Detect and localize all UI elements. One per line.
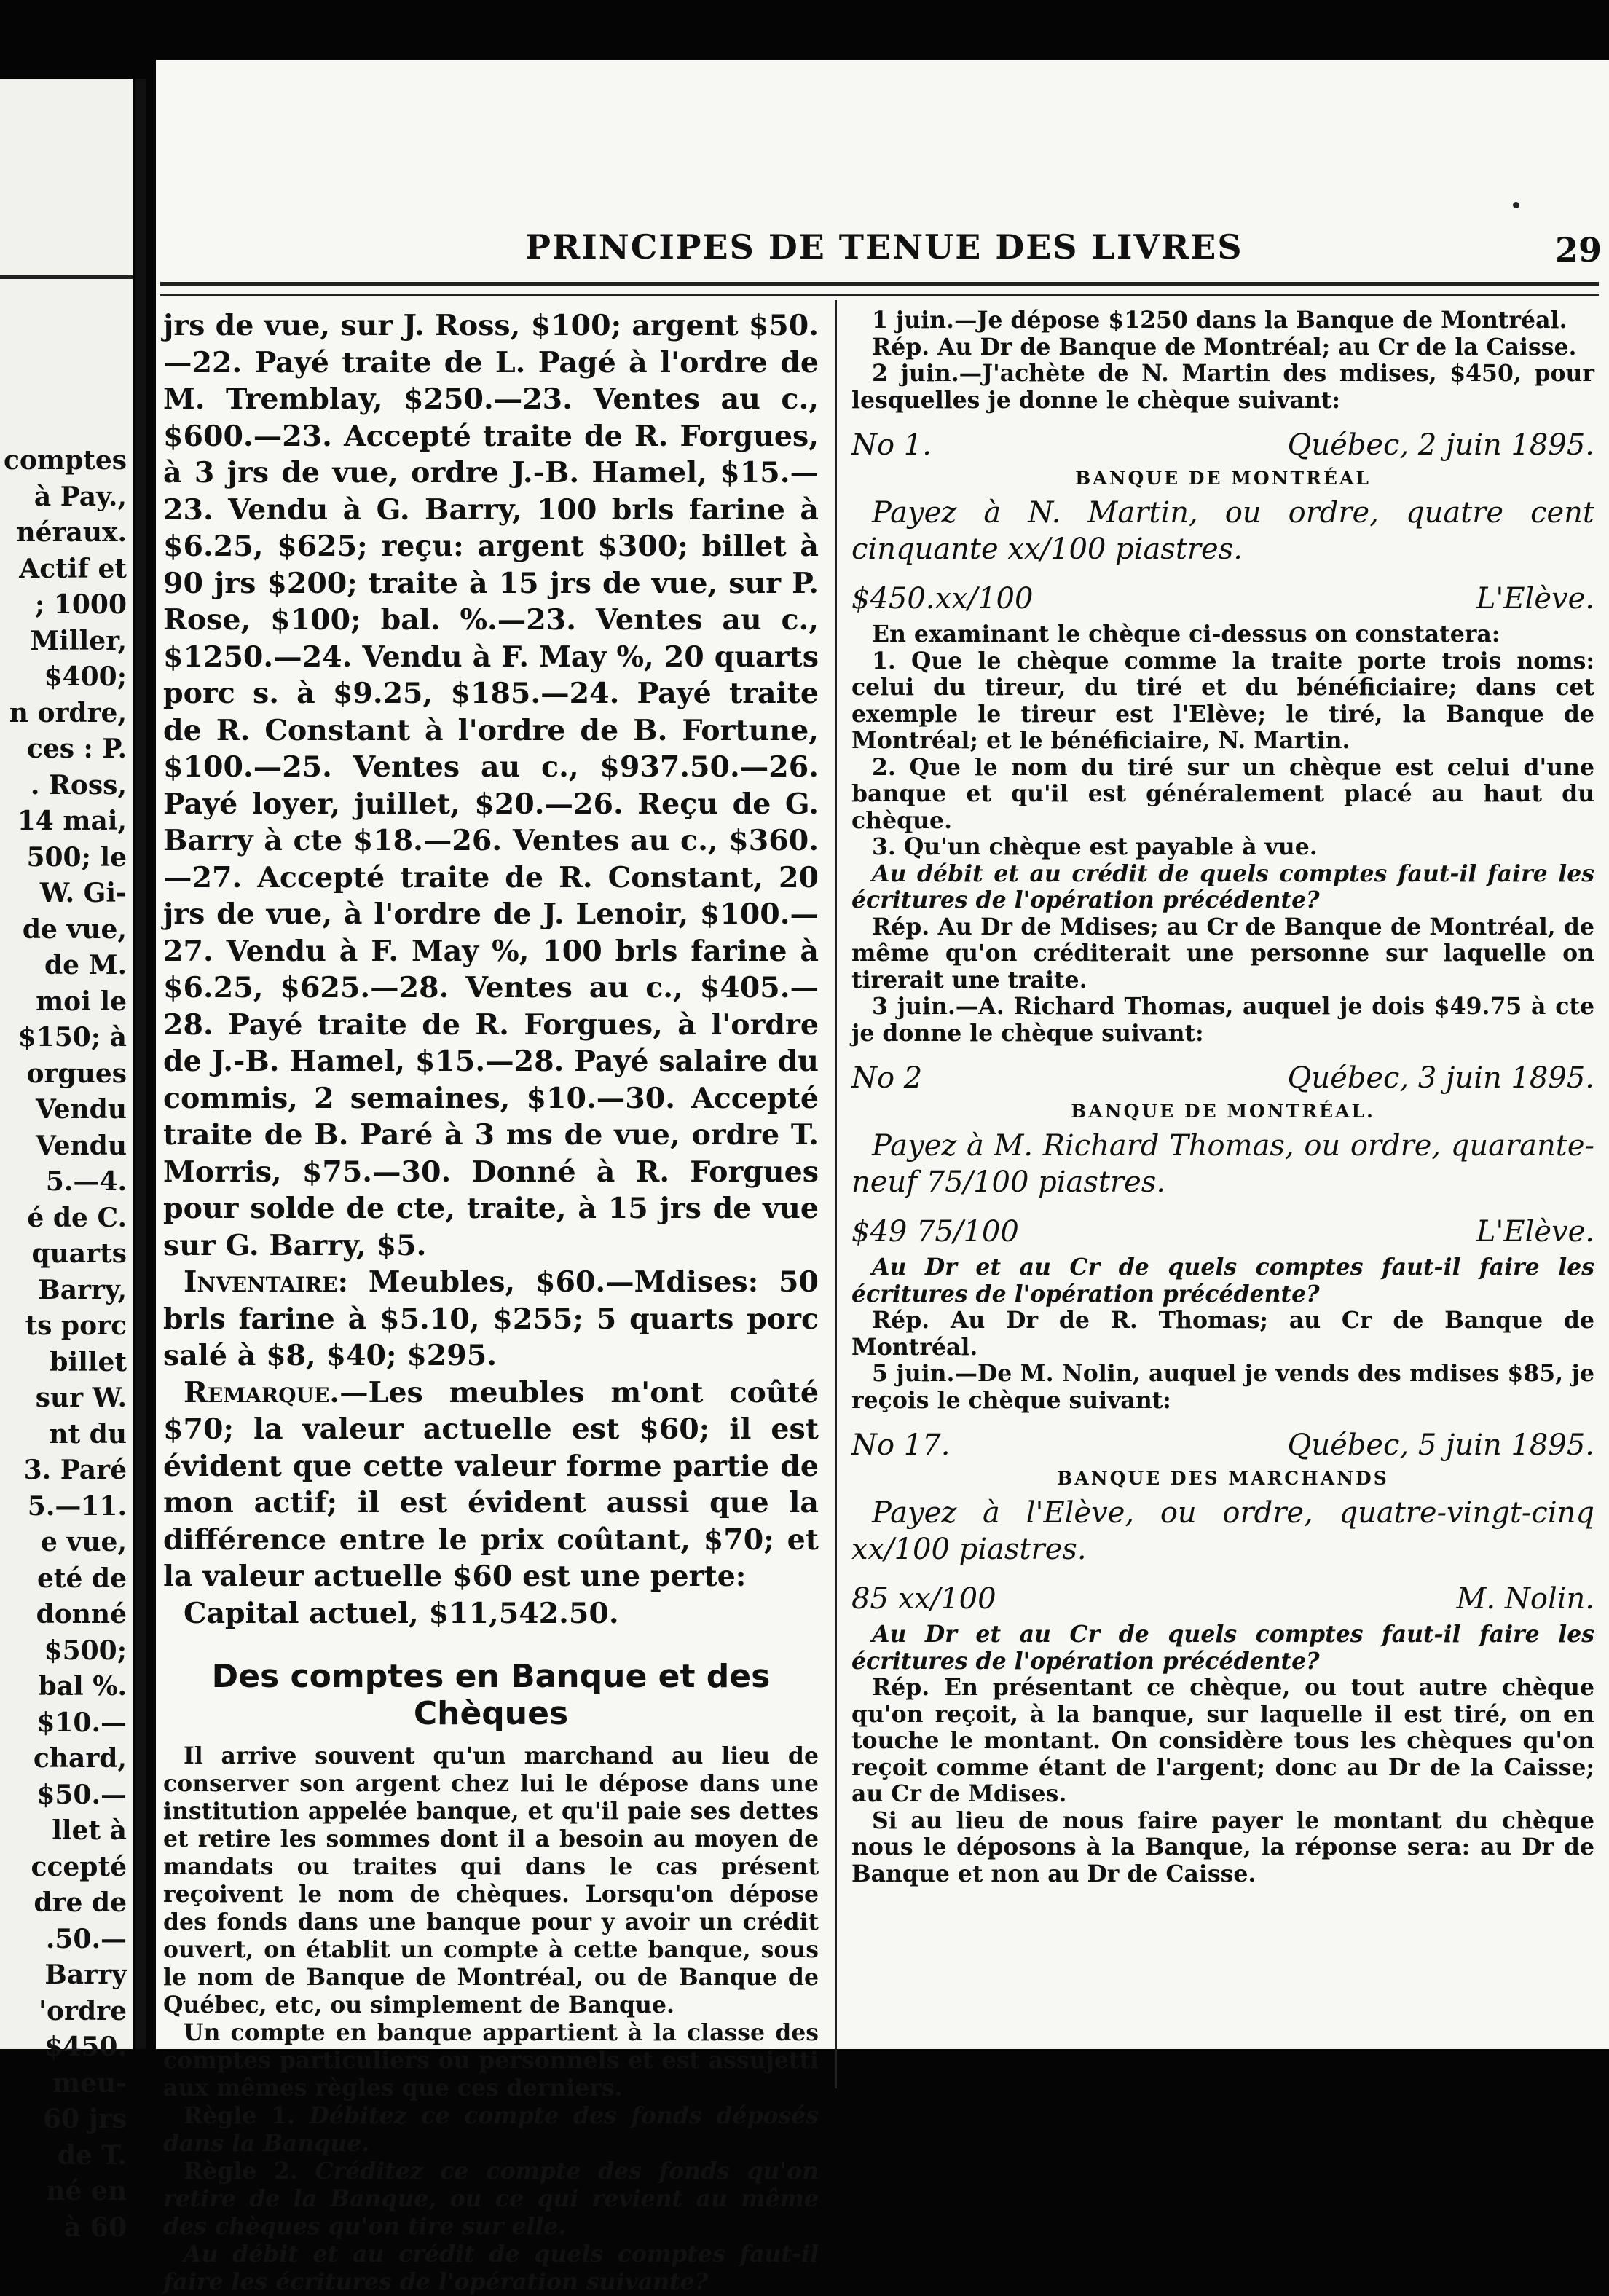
adjacent-page-line: $400; bbox=[44, 661, 127, 692]
cheque-2-date: Québec, 3 juin 1895. bbox=[1287, 1061, 1594, 1095]
cheque-1-bank: BANQUE DE MONTRÉAL bbox=[1075, 468, 1371, 489]
inventory-text: : Meubles, $60.—Mdises: 50 brls farine à $5.10, $255; 5 quarts porc salé à $8, $40; $295. bbox=[163, 1265, 819, 1372]
cheque-3-number: No 17. bbox=[851, 1428, 951, 1462]
adjacent-page-text bbox=[0, 443, 127, 2246]
inventory-paragraph bbox=[163, 1264, 819, 1375]
adjacent-page-line: $50.— bbox=[36, 1779, 127, 1810]
inventory-label: Inventaire bbox=[184, 1265, 338, 1299]
examination-intro: En examinant le chèque ci-dessus on constatera: bbox=[872, 621, 1500, 648]
cheque-3-date: Québec, 5 juin 1895. bbox=[1287, 1428, 1594, 1462]
section-heading: Des comptes en Banque et des Chèques bbox=[211, 1658, 771, 1732]
adjacent-page-line: de M. bbox=[44, 950, 127, 980]
cheque-1-date: Québec, 2 juin 1895. bbox=[1287, 428, 1594, 462]
adjacent-page-line: meu- bbox=[52, 2067, 127, 2099]
entry-3-juin: 3 juin.—A. Richard Thomas, auquel je dois $49.75 à cte je donne le chèque suivant: bbox=[851, 993, 1594, 1047]
ledger-entries: jrs de vue, sur J. Ross, $100; argent $50.—22. Payé traite de L. Pagé à l'ordre de M. Tremblay, $250.—23. Ventes au c., $600.—23. Accepté traite de R. Forgues, à 3 jrs de vue, ordre J.-B. Hamel, $15.—23. Vendu à G. Barry, 100 brls farine à $6.25, $625; reçu: argent $300; billet à 90 jrs $200; traite à 15 jrs de vue, sur P. Rose, $100; bal. %.—23. Ventes au c., $1250.—24. Vendu à F. May %, 20 quarts porc s. à $9.25, $185.—24. Payé traite de R. Constant à l'ordre de B. Fortune, $100.—25. Ventes au c., $937.50.—26. Payé loyer, juillet, $20.—26. Reçu de G. Barry à cte $18.—26. Ventes au c., $360.—27. Accepté traite de R. Constant, 20 jrs de vue, à l'ordre de J. Lenoir, $100.—27. Vendu à F. May %, 100 brls farine à $6.25, $625.—28. Ventes au c., $405.—28. Payé traite de R. Forgues, à l'ordre de J.-B. Hamel, $15.—28. Payé salaire du commis, 2 semaines, $10.—30. Accepté traite de B. Paré à 3 ms de vue, ordre T. Morris, $75.—30. Donné à R. Forgues pour solde de cte, traite, à 15 jrs de vue sur G. Barry, $5. bbox=[163, 309, 819, 1262]
adjacent-page-line: $450. bbox=[44, 2032, 127, 2062]
adjacent-page-line: $500; bbox=[44, 1635, 127, 1666]
adjacent-page-line: ; 1000 bbox=[34, 589, 127, 620]
cheque-2 bbox=[851, 1061, 1594, 1249]
adjacent-page-line: nt du bbox=[49, 1418, 127, 1450]
answer-4: Rép. En présentant ce chèque, ou tout autre chèque qu'on reçoit, à la banque, sur laquelle il est tiré, on en touche le montant. On considère tous les chèques qu'on reçoit comme étant de l'argent; donc au Dr de la Caisse; au Cr de Mdises. bbox=[851, 1674, 1594, 1807]
rule-1-text: Débitez ce compte des fonds déposés dans la Banque. bbox=[163, 2102, 819, 2157]
adjacent-page-line: à Pay., bbox=[34, 481, 127, 512]
page-number: 29 bbox=[1554, 230, 1602, 270]
adjacent-page-line: Vendu bbox=[35, 1094, 127, 1125]
adjacent-page-line: eté de bbox=[36, 1562, 127, 1594]
point-1: 1. Que le chèque comme la traite porte trois noms: celui du tireur, du tiré et du bénéficiaire; dans cet exemple le tireur est l'Elève; le tiré, la Banque de Montréal; et le bénéficiaire, N. Martin. bbox=[851, 647, 1594, 754]
cheque-3-signer: M. Nolin. bbox=[1456, 1582, 1594, 1616]
cheque-1-amount: $450.xx/100 bbox=[851, 582, 1034, 616]
entry-5-juin: 5 juin.—De M. Nolin, auquel je vends des mdises $85, je reçois le chèque suivant: bbox=[851, 1360, 1594, 1414]
adjacent-page-line: billet bbox=[50, 1346, 127, 1377]
rule-2-text: Créditez ce compte des fonds qu'on retire de la Banque, ou ce qui revient au même des chèques qu'on tire sur elle. bbox=[163, 2158, 819, 2240]
question-4: Au Dr et au Cr de quels comptes faut-il faire les écritures de l'opération précédente? bbox=[851, 1621, 1594, 1675]
book-spine-shadow bbox=[135, 79, 146, 2049]
adjacent-page-line: 500; le bbox=[26, 841, 127, 873]
adjacent-page-line: Vendu bbox=[35, 1130, 127, 1161]
cheque-2-signer: L'Elève. bbox=[1476, 1215, 1594, 1249]
cheque-2-number: No 2 bbox=[851, 1061, 923, 1095]
question-2: Au débit et au crédit de quels comptes faut-il faire les écritures de l'opération précédente? bbox=[851, 860, 1594, 913]
adjacent-page-line: .50.— bbox=[45, 1923, 127, 1954]
remark-label: Remarque. bbox=[184, 1375, 340, 1410]
cheque-3 bbox=[851, 1428, 1594, 1616]
answer-1: Rép. Au Dr de Banque de Montréal; au Cr de la Caisse. bbox=[872, 333, 1577, 361]
cheque-1-body: Payez à N. Martin, ou ordre, quatre cent cinquante xx/100 piastres. bbox=[851, 496, 1594, 566]
point-2: 2. Que le nom du tiré sur un chèque est celui d'une banque et qu'il est généralement placé au haut du chèque. bbox=[851, 753, 1594, 834]
adjacent-page-line: donné bbox=[36, 1599, 127, 1629]
adjacent-page-line: 14 mai, bbox=[17, 806, 127, 836]
rule-1-label: Règle 1. bbox=[184, 2102, 295, 2129]
cheque-1 bbox=[851, 428, 1594, 616]
column-divider bbox=[835, 300, 837, 2088]
adjacent-page-line: $10.— bbox=[36, 1707, 127, 1738]
entry-1-juin: 1 juin.—Je dépose $1250 dans la Banque de Montréal. bbox=[872, 307, 1567, 334]
adjacent-page-line: . Ross, bbox=[30, 769, 127, 801]
adjacent-page-line: né en bbox=[46, 2176, 127, 2206]
adjacent-page-line: Actif et bbox=[19, 553, 127, 584]
adjacent-page-line: Miller, bbox=[30, 625, 127, 656]
adjacent-page-line: ces : P. bbox=[26, 734, 127, 764]
compte-paragraph: Un compte en banque appartient à la classe des comptes particuliers ou personnels et est assujetti aux mêmes règles que ces derniers. bbox=[163, 2019, 819, 2102]
page-title: PRINCIPES DE TENUE DES LIVRES bbox=[525, 227, 1243, 267]
rule-2-label: Règle 2. bbox=[184, 2158, 298, 2185]
adjacent-page-line: dre de bbox=[34, 1887, 127, 1918]
adjacent-page-rule bbox=[0, 275, 133, 279]
adjacent-page-line: à 60 bbox=[64, 2212, 127, 2243]
adjacent-page-line: ccepté bbox=[31, 1851, 127, 1882]
adjacent-page-line: 5.—4. bbox=[45, 1166, 127, 1197]
adjacent-page-line: e vue, bbox=[41, 1527, 127, 1557]
banque-paragraph: Il arrive souvent qu'un marchand au lieu de conserver son argent chez lui le dépose dans une institution appelée banque, et qu'il paie ses dettes et retire les sommes dont il a besoin au moyen de mandats ou traites qui dans le cas présent reçoivent le nom de chèques. Lorsqu'on dépose des fonds dans une banque pour y avoir un crédit ouvert, on établit un compte à cette banque, sous le nom de Banque de Montréal, ou de Banque de Québec, etc, ou simplement de Banque. bbox=[163, 1742, 819, 2018]
deposit-note: Si au lieu de nous faire payer le montant du chèque nous le déposons à la Banque, la réponse sera: au Dr de Banque et non au Dr de Caisse. bbox=[851, 1806, 1594, 1887]
adjacent-page-line: Barry, bbox=[38, 1274, 127, 1305]
adjacent-page-sliver bbox=[0, 79, 133, 2243]
adjacent-page-line: n ordre, bbox=[9, 697, 127, 728]
answer-3: Rép. Au Dr de R. Thomas; au Cr de Banque de Montréal. bbox=[851, 1307, 1594, 1361]
cheque-2-body: Payez à M. Richard Thomas, ou ordre, quarante-neuf 75/100 piastres. bbox=[851, 1129, 1594, 1199]
adjacent-page-line: ts porc bbox=[25, 1310, 127, 1341]
adjacent-page-line: 5.—11. bbox=[27, 1490, 127, 1522]
left-column bbox=[163, 307, 819, 2296]
adjacent-page-line: néraux. bbox=[16, 517, 127, 548]
adjacent-page-line: 60 jrs bbox=[43, 2104, 127, 2134]
remark-text: —Les meubles m'ont coûté $70; la valeur actuelle est $60; il est évident que cette valeur forme partie de mon actif; il est évident aussi que la différence entre le prix coûtant, $70; et la valeur actuelle $60 est une perte: bbox=[163, 1375, 819, 1593]
adjacent-page-line: comptes bbox=[4, 445, 127, 476]
book-page bbox=[156, 60, 1609, 2295]
question-line: Au débit et au crédit de quels comptes faut-il faire les écritures de l'opération suivante? bbox=[163, 2241, 819, 2295]
adjacent-page-line: quarts bbox=[31, 1238, 127, 1269]
speck-mark bbox=[1513, 202, 1519, 208]
adjacent-page-line: moi le bbox=[36, 986, 127, 1017]
rule-2 bbox=[163, 2158, 819, 2241]
header-rule bbox=[160, 282, 1599, 296]
remark-paragraph bbox=[163, 1375, 819, 1595]
adjacent-page-line: é de C. bbox=[27, 1202, 127, 1233]
adjacent-page-line: bal %. bbox=[38, 1671, 127, 1702]
cheque-2-bank: BANQUE DE MONTRÉAL. bbox=[1071, 1101, 1375, 1122]
cheque-3-bank: BANQUE DES MARCHANDS bbox=[1057, 1468, 1389, 1489]
page-header bbox=[156, 227, 1609, 278]
right-column bbox=[851, 307, 1594, 1887]
question-3: Au Dr et au Cr de quels comptes faut-il faire les écritures de l'opération précédente? bbox=[851, 1254, 1594, 1308]
answer-2: Rép. Au Dr de Mdises; au Cr de Banque de Montréal, de même qu'on créditerait une personne sur laquelle on tirerait une traite. bbox=[851, 913, 1594, 994]
adjacent-page-line: W. Gi- bbox=[39, 878, 127, 908]
adjacent-page-line: Barry bbox=[44, 1959, 127, 1990]
point-3: 3. Qu'un chèque est payable à vue. bbox=[872, 833, 1318, 860]
adjacent-page-line: 3. Paré bbox=[23, 1455, 127, 1485]
cheque-3-body: Payez à l'Elève, ou ordre, quatre-vingt-cinq xx/100 piastres. bbox=[851, 1496, 1594, 1566]
adjacent-page-line: orgues bbox=[26, 1058, 127, 1089]
adjacent-page-line: de T. bbox=[57, 2139, 127, 2171]
capital-line: Capital actuel, $11,542.50. bbox=[184, 1596, 619, 1630]
adjacent-page-line: sur W. bbox=[35, 1383, 127, 1413]
entry-2-juin: 2 juin.—J'achète de N. Martin des mdises, $450, pour lesquelles je donne le chèque suivant: bbox=[851, 360, 1594, 414]
adjacent-page-line: $150; à bbox=[17, 1022, 127, 1053]
adjacent-page-line: chard, bbox=[33, 1743, 127, 1774]
cheque-3-amount: 85 xx/100 bbox=[851, 1582, 996, 1616]
cheque-2-amount: $49 75/100 bbox=[851, 1215, 1019, 1249]
cheque-1-signer: L'Elève. bbox=[1476, 582, 1594, 616]
adjacent-page-line: de vue, bbox=[22, 913, 127, 945]
cheque-1-number: No 1. bbox=[851, 428, 932, 462]
adjacent-page-line: 'ordre bbox=[38, 1995, 127, 2026]
rule-1 bbox=[163, 2102, 819, 2158]
adjacent-page-line: llet à bbox=[52, 1815, 127, 1846]
